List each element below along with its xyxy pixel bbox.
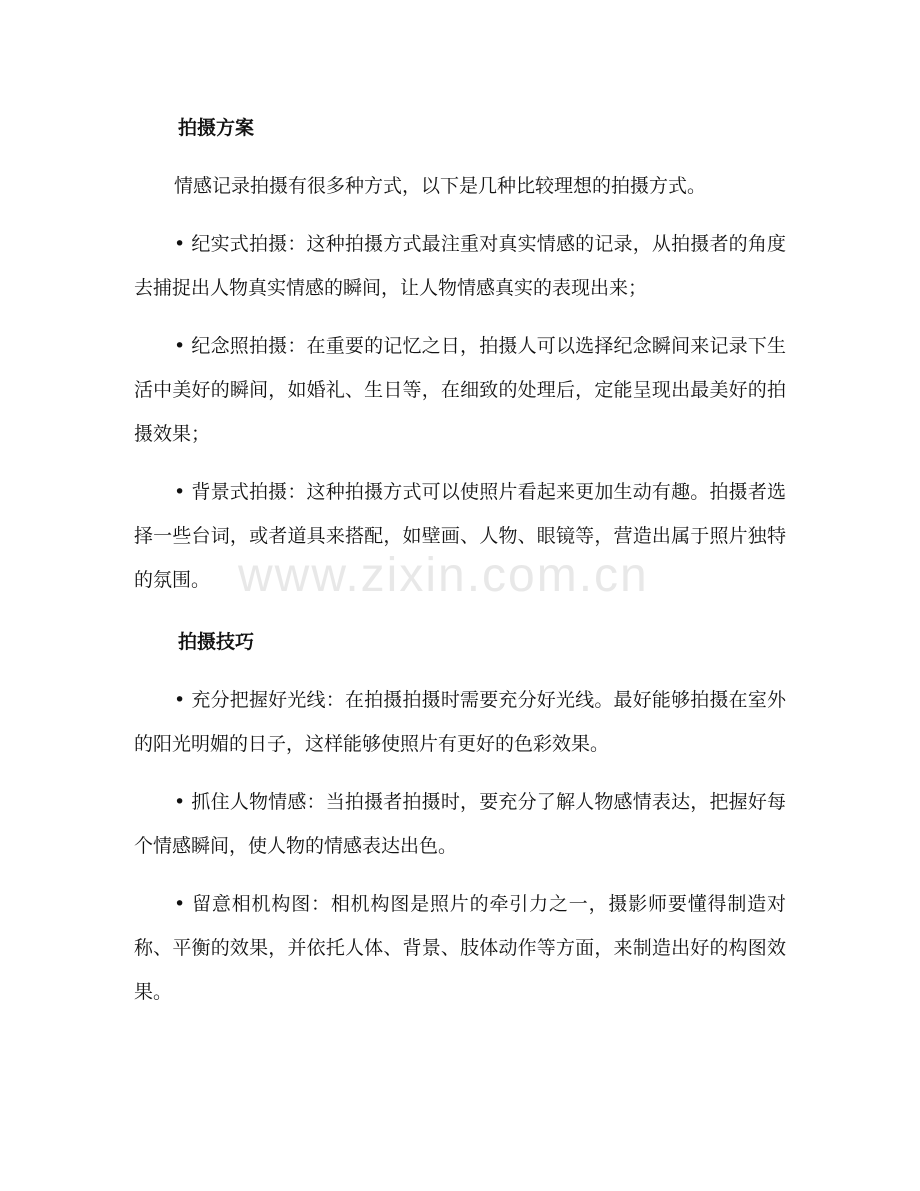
bullet-composition: • 留意相机构图：相机构图是照片的牵引力之一，摄影师要懂得制造对称、平衡的效果，并依托人体、背景、肢体动作等方面，来制造出好的构图效果。 <box>134 893 786 1003</box>
spacer <box>134 868 786 882</box>
document-body <box>134 106 786 1014</box>
bullet-background: • 背景式拍摄：这种拍摄方式可以使照片看起来更加生动有趣。拍摄者选择一些台词，或者道具来搭配，如壁画、人物、眼镜等，营造出属于照片独特的氛围。 <box>134 481 786 591</box>
spacer <box>134 664 786 678</box>
bullet-lighting: • 充分把握好光线：在拍摄拍摄时需要充分好光线。最好能够拍摄在室外的阳光明媚的日子，这样能够使照片有更好的色彩效果。 <box>134 689 786 755</box>
spacer <box>134 602 786 620</box>
spacer <box>134 150 786 164</box>
bullet-commemorative: • 纪念照拍摄：在重要的记忆之日，拍摄人可以选择纪念瞬间来记录下生活中美好的瞬间，如婚礼、生日等，在细致的处理后，定能呈现出最美好的拍摄效果； <box>134 335 786 445</box>
watermark-text: www.zixin.com.cn <box>238 549 649 602</box>
spacer <box>134 766 786 780</box>
bullet-documentary: • 纪实式拍摄：这种拍摄方式最注重对真实情感的记录，从拍摄者的角度去捕捉出人物真实情感的瞬间，让人物情感真实的表现出来； <box>134 233 786 299</box>
spacer <box>134 456 786 470</box>
intro-paragraph: 情感记录拍摄有很多种方式，以下是几种比较理想的拍摄方式。 <box>174 175 707 197</box>
section-heading-plan: 拍摄方案 <box>178 117 255 139</box>
spacer <box>134 208 786 222</box>
section-heading-tips: 拍摄技巧 <box>178 631 255 653</box>
spacer <box>134 310 786 324</box>
bullet-emotion: • 抓住人物情感：当拍摄者拍摄时，要充分了解人物感情表达，把握好每个情感瞬间，使人物的情感表达出色。 <box>134 791 786 857</box>
